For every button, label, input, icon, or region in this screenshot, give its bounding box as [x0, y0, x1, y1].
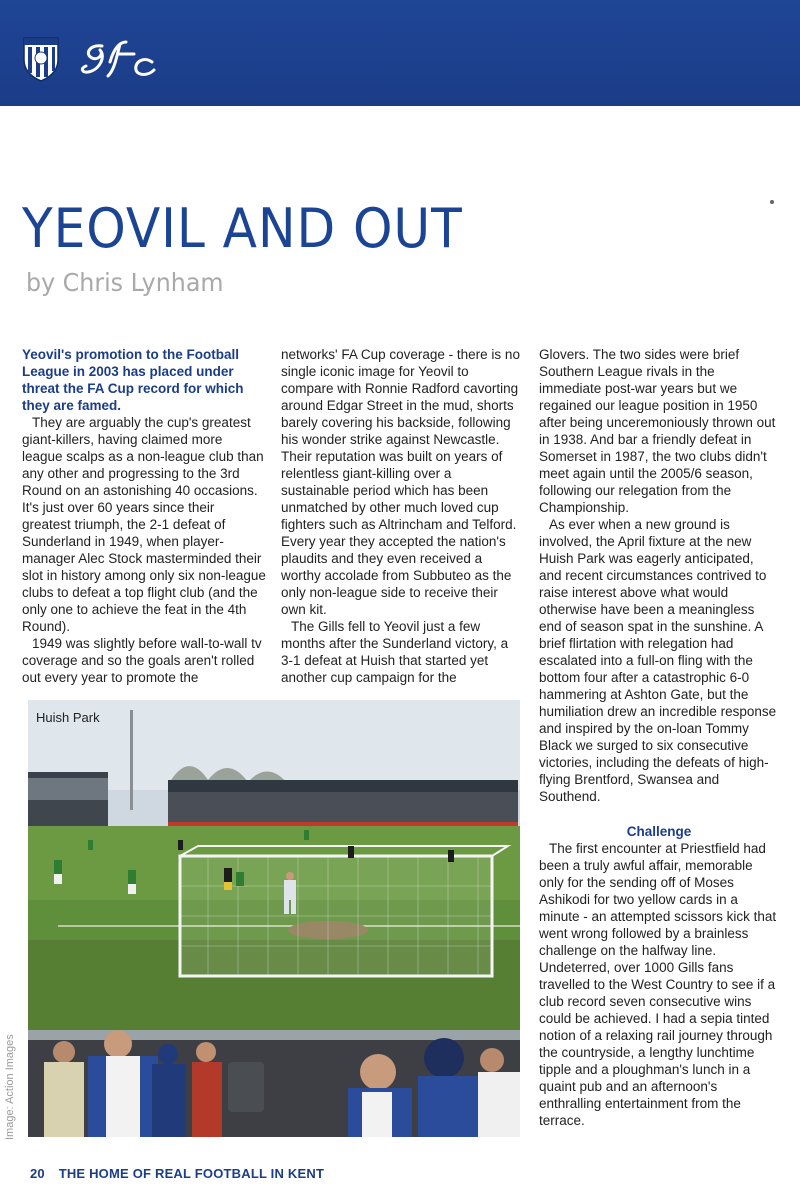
paragraph: networks' FA Cup coverage - there is no single iconic image for Yeovil to compare with Ronnie Radford cavorting around Edgar Street in the mud, shorts barely covering his backside, following his wonder strike against Newcastle. Their reputation was built on years of relentless giant-killing over a sustainable period which has been unmatched by other much loved cup fighters such as Altrincham and Telford. Every year they accepted the nation's plaudits and they even received a worthy accolade from Subbuteo as the only non-league side to receive their own kit. [281, 347, 520, 617]
paragraph: They are arguably the cup's greatest giant-killers, having claimed more league scalps as a non-league club than any other and progressing to the 3rd Round on an astonishing 40 occasions. It's just over 60 years since their greatest triumph, the 2-1 defeat of Sunderland in 1949, when player-manager Alec Stock masterminded their slot in history among only six non-league clubs to defeat a top flight club (and the only one to achieve the feat in the 4th Round). [22, 415, 266, 634]
page-number: 20 [30, 1166, 45, 1181]
column-2 [281, 346, 523, 686]
photo-caption: Huish Park [36, 710, 100, 725]
paragraph: Glovers. The two sides were brief Southern League rivals in the immediate post-war years but we regained our league position in 1950 after being unceremoniously thrown out in 1938. And bar a friendly defeat in Somerset in 1987, the two clubs didn't meet again until the 2005/6 season, following our relegation from the Championship. [539, 347, 776, 515]
paragraph: As ever when a new ground is involved, the April fixture at the new Huish Park was eagerly anticipated, and recent circumstances contrived to raise interest above what would otherwise have been a meaningless end of season spat in the sunshine. A brief flirtation with relegation had escalated into a full-on fling with the bottom four after a catastrophic 6-0 hammering at Ashton Gate, but the humiliation drew an incredible response and inspired by the on-loan Tommy Black we surged to six consecutive victories, including the defeats of high-flying Brentford, Swansea and Southend. [539, 517, 777, 804]
photo-credit: Image: Action Images [4, 1034, 16, 1140]
paragraph: The Gills fell to Yeovil just a few months after the Sunderland victory, a 3-1 defeat at Huish that started yet another cup campaign for the [281, 619, 509, 685]
club-crest-icon [22, 36, 60, 82]
stadium-photo [28, 700, 520, 1137]
gfc-monogram-icon [80, 36, 160, 82]
paragraph: The first encounter at Priestfield had been a truly awful affair, memorable only for the sending off of Moses Ashikodi for two yellow cards in a minute - an attempted scissors kick that went wrong followed by a brainless challenge on the halfway line. Undeterred, over 1000 Gills fans travelled to the West Country to see if a club record seven consecutive wins could be achieved. I had a sepia tinted notion of a relaxing rail journey through the countryside, a lengthy lunchtime tipple and a ploughman's lunch in a quaint pub and an afternoon's enthralling entertainment from the terrace. [539, 841, 777, 1128]
article-title: YEOVIL AND OUT [22, 197, 463, 260]
header-band [0, 0, 800, 106]
page-footer [30, 1166, 324, 1181]
column-1 [22, 346, 266, 686]
column-3 [539, 346, 779, 1129]
stadium-scene [28, 700, 520, 1137]
paragraph: 1949 was slightly before wall-to-wall tv coverage and so the goals aren't rolled out every year to promote the [22, 636, 262, 685]
stray-dot [770, 200, 774, 204]
footer-tagline: THE HOME OF REAL FOOTBALL IN KENT [58, 1166, 325, 1181]
byline: by Chris Lynham [26, 268, 224, 297]
subheading: Challenge [626, 824, 692, 839]
standfirst: Yeovil's promotion to the Football League in 2003 has placed under threat the FA Cup record for which they are famed. [22, 347, 244, 413]
